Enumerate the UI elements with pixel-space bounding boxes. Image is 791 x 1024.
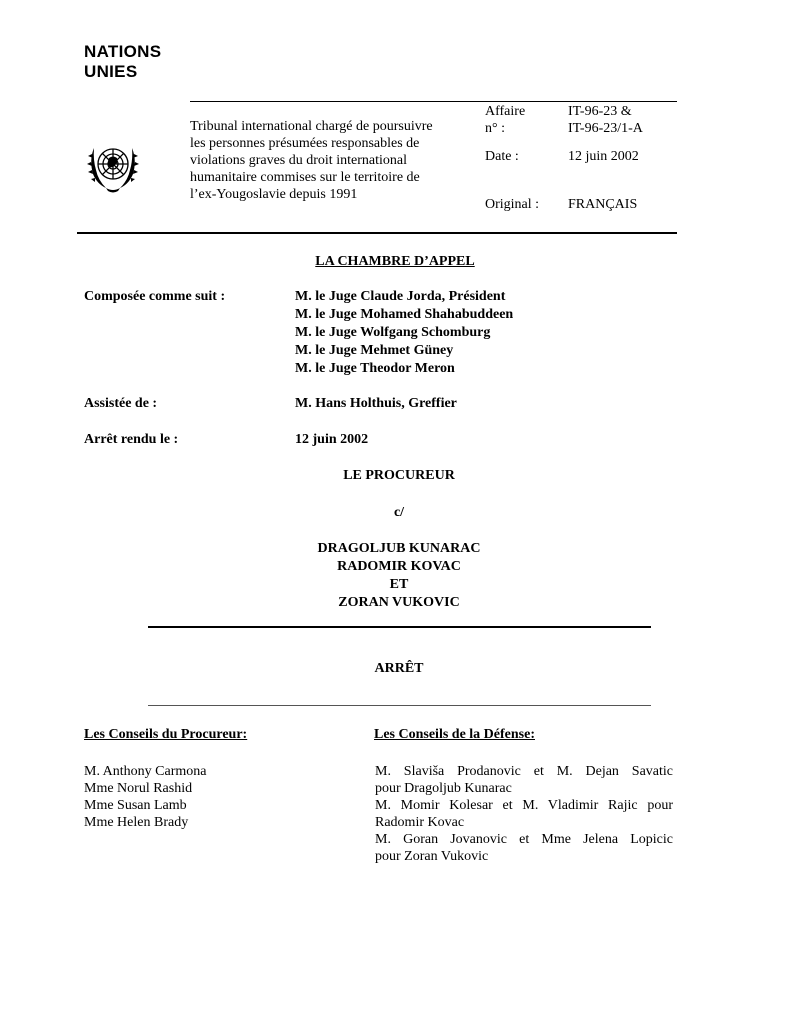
defense-counsel-heading: Les Conseils de la Défense: <box>374 727 535 742</box>
judgment-date-label: Arrêt rendu le : <box>84 432 179 447</box>
judge-item: M. le Juge Theodor Meron <box>295 361 455 376</box>
counsel-line: pour Zoran Vukovic <box>375 849 489 864</box>
judges-list <box>295 288 513 378</box>
counsel-item: Mme Helen Brady <box>84 815 189 830</box>
case-value-line-2: IT-96-23/1-A <box>568 121 643 136</box>
case-value-line-1: IT-96-23 & <box>568 104 632 119</box>
judge-item: M. le Juge Mehmet Güney <box>295 343 454 358</box>
accused-item: ZORAN VUKOVIC <box>338 595 460 610</box>
counsel-line: pour Dragoljub Kunarac <box>375 781 512 796</box>
counsel-line: M. Momir Kolesar et M. Vladimir Rajic pour <box>375 798 673 813</box>
tribunal-line: Tribunal international chargé de poursuivre <box>190 119 433 134</box>
prosecution-counsel-heading: Les Conseils du Procureur: <box>84 727 248 742</box>
tribunal-line: les personnes présumées responsables de <box>190 136 420 151</box>
title-rule <box>148 705 651 706</box>
defense-counsel-list <box>375 763 673 865</box>
date-label: Date : <box>485 149 519 164</box>
chamber-title: LA CHAMBRE D’APPEL <box>315 254 475 269</box>
counsel-line: Radomir Kovac <box>375 815 465 830</box>
parties-rule <box>148 626 651 628</box>
tribunal-line: l’ex-Yougoslavie depuis 1991 <box>190 187 358 202</box>
judgment-date-value: 12 juin 2002 <box>295 432 369 447</box>
case-label-line-2: n° : <box>485 121 505 136</box>
versus: c/ <box>393 505 405 520</box>
tribunal-line: humanitaire commises sur le territoire de <box>190 170 420 185</box>
org-line-2: UNIES <box>84 62 138 81</box>
header-bottom-rule <box>77 232 677 234</box>
case-label-line-1: Affaire <box>485 104 526 119</box>
accused-item: DRAGOLJUB KUNARAC <box>317 541 481 556</box>
date-value: 12 juin 2002 <box>568 149 639 164</box>
accused-item: RADOMIR KOVAC <box>337 559 461 574</box>
prosecutor-party: LE PROCUREUR <box>343 468 455 483</box>
header-top-rule <box>190 101 677 102</box>
tribunal-line: violations graves du droit international <box>190 153 407 168</box>
document-title: ARRÊT <box>374 661 424 676</box>
counsel-item: M. Anthony Carmona <box>84 764 207 779</box>
counsel-line: M. Goran Jovanovic et Mme Jelena Lopicic <box>375 832 673 847</box>
counsel-line: M. Slaviša Prodanovic et M. Dejan Savatic <box>375 764 673 779</box>
un-emblem-icon <box>82 138 144 194</box>
assisted-label: Assistée de : <box>84 396 158 411</box>
accused-list <box>249 540 549 612</box>
composition-label: Composée comme suit : <box>84 289 226 304</box>
counsel-item: Mme Norul Rashid <box>84 781 193 796</box>
judge-item: M. le Juge Claude Jorda, Président <box>295 289 506 304</box>
case-number-label <box>485 103 525 137</box>
judge-item: M. le Juge Mohamed Shahabuddeen <box>295 307 514 322</box>
accused-item: ET <box>389 577 409 592</box>
organization-name <box>84 42 161 82</box>
case-number-value <box>568 103 643 137</box>
judge-item: M. le Juge Wolfgang Schomburg <box>295 325 491 340</box>
original-value: FRANÇAIS <box>568 197 638 212</box>
assisted-value: M. Hans Holthuis, Greffier <box>295 396 457 411</box>
counsel-item: Mme Susan Lamb <box>84 798 187 813</box>
tribunal-description <box>190 118 475 203</box>
prosecution-counsel-list <box>84 763 207 831</box>
org-line-1: NATIONS <box>84 42 162 61</box>
original-label: Original : <box>485 197 540 212</box>
